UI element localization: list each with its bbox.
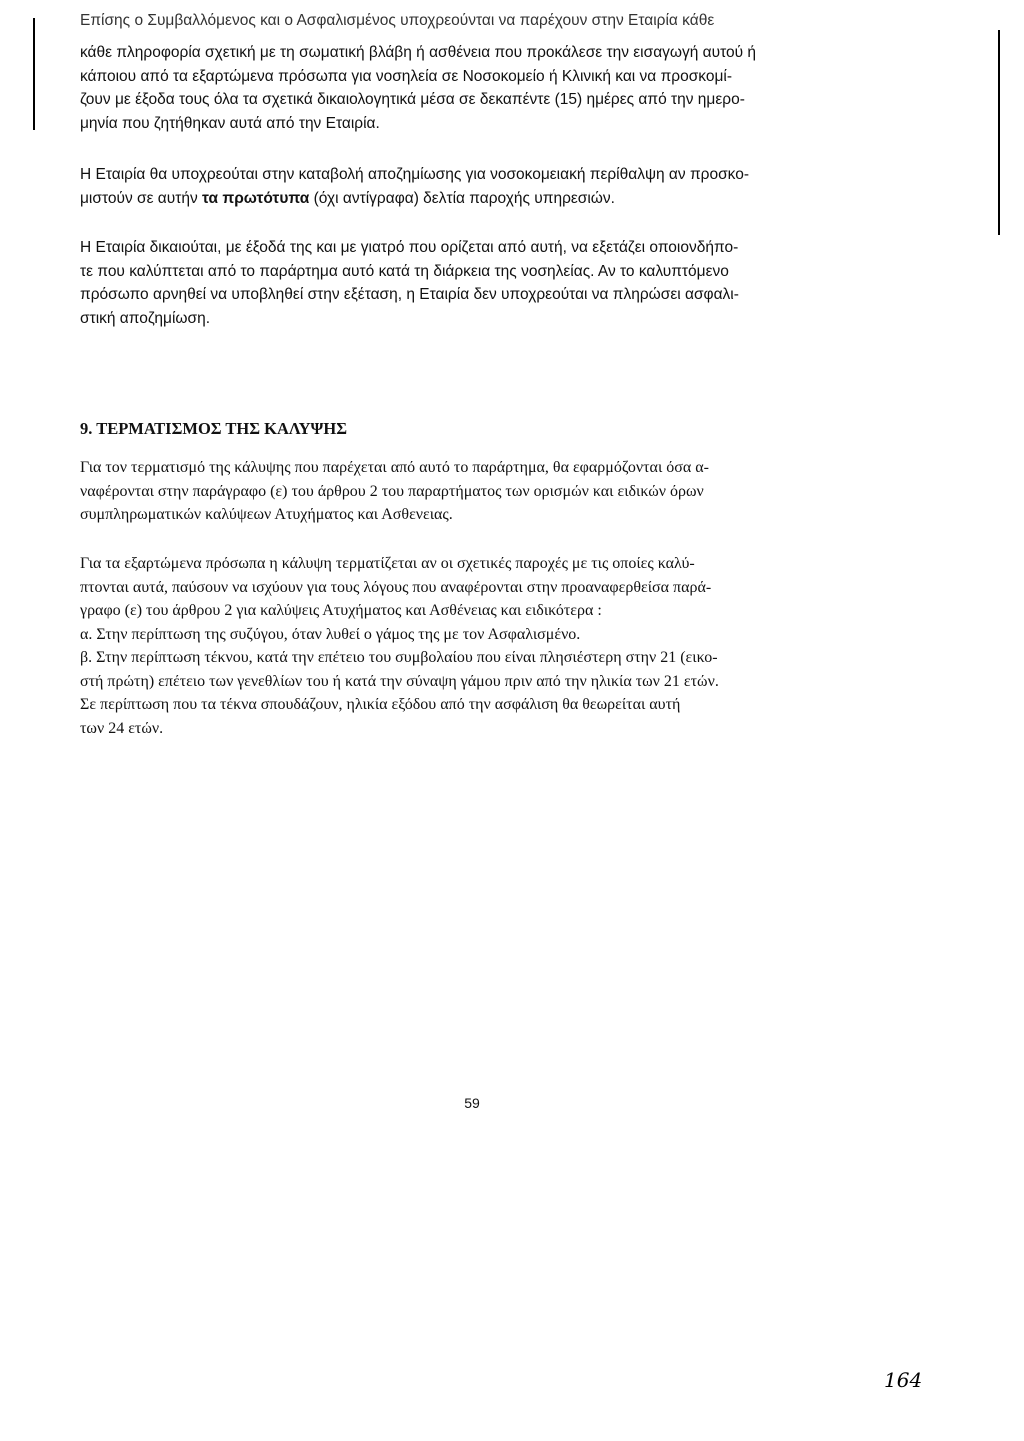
- text-line: ναφέρονται στην παράγραφο (ε) του άρθρου 2 του παραρτήματος των ορισμών και ειδικών όρων: [80, 482, 704, 500]
- text-line: μηνία που ζητήθηκαν αυτά από την Εταιρία.: [80, 114, 380, 132]
- paragraph-dependants-termination: [80, 552, 940, 740]
- text-line: γραφο (ε) του άρθρου 2 για καλύψεις Ατυχήματος και Ασθένειας και ειδικότερα :: [80, 602, 602, 619]
- bold-originals-text: τα πρωτότυπα: [202, 189, 310, 207]
- text-line: στική αποζημίωση.: [80, 309, 211, 327]
- page-number: 59: [464, 1095, 480, 1111]
- text-line: Η Εταιρία θα υποχρεούται στην καταβολή αποζημίωσης για νοσοκομειακή περίθαλψη αν προσκο-: [80, 166, 749, 183]
- list-item-child: β. Στην περίπτωση τέκνου, κατά την επέτειο του συμβολαίου που είναι πλησιέστερη στην 21 (εικο-: [80, 649, 718, 666]
- text-line: πρόσωπο αρνηθεί να υποβληθεί στην εξέταση, η Εταιρία δεν υποχρεούται να πληρώσει ασφαλι-: [80, 286, 739, 303]
- paragraph-original-receipts: [80, 163, 940, 210]
- text-segment: μιστούν σε αυτήν: [80, 189, 203, 207]
- scan-margin-line-right: [998, 30, 1000, 235]
- text-line: Για τον τερματισμό της κάλυψης που παρέχεται από αυτό το παράρτημα, θα εφαρμόζονται όσα α-: [80, 459, 709, 476]
- list-item-spouse: α. Στην περίπτωση της συζύγου, όταν λυθεί ο γάμος της με τον Ασφαλισμένο.: [80, 625, 581, 643]
- text-line: κάποιου από τα εξαρτώμενα πρόσωπα για νοσηλεία σε Νοσοκομείο ή Κλινική και να προσκομί-: [80, 67, 732, 85]
- scan-margin-line-left: [33, 18, 35, 130]
- paragraph-termination: [80, 456, 940, 527]
- partial-top-line-container: [80, 0, 940, 30]
- text-line: συμπληρωματικών καλύψεων Ατυχήματος και Ασθενειας.: [80, 506, 453, 523]
- text-line: πτονται αυτά, παύσουν να ισχύουν για τους λόγους που αναφέρονται στην προαναφερθείσα παρά-: [80, 578, 712, 596]
- section-heading: 9. ΤΕΡΜΑΤΙΣΜΟΣ ΤΗΣ ΚΑΛΥΨΗΣ: [80, 419, 348, 438]
- text-line: στή πρώτη) επέτειο των γενεθλίων του ή κατά την σύναψη γάμου πριν από την ηλικία των 21 ετών.: [80, 672, 719, 690]
- text-line: Η Εταιρία δικαιούται, με έξοδά της και με γιατρό που ορίζεται από αυτή, να εξετάζει οποιονδήπο-: [80, 239, 739, 256]
- partial-top-line: Επίσης ο Συμβαλλόμενος και ο Ασφαλισμένος υποχρεούνται να παρέχουν στην Εταιρία κάθε: [80, 12, 715, 29]
- paragraph-hospital-documents: [80, 41, 940, 135]
- text-line: τε που καλύπτεται από το παράρτημα αυτό κατά τη διάρκεια της νοσηλείας. Αν το καλυπτόμενο: [80, 262, 729, 280]
- paragraph-medical-examination: [80, 236, 940, 330]
- text-segment: (όχι αντίγραφα) δελτία παροχής υπηρεσιών.: [309, 189, 615, 207]
- text-line: [80, 187, 940, 211]
- text-line: Για τα εξαρτώμενα πρόσωπα η κάλυψη τερματίζεται αν οι σχετικές παροχές με τις οποίες καλύ-: [80, 555, 695, 572]
- text-line: των 24 ετών.: [80, 719, 164, 737]
- text-line: κάθε πληροφορία σχετική με τη σωματική βλάβη ή ασθένεια που προκάλεσε την εισαγωγή αυτού ή: [80, 44, 757, 61]
- handwritten-page-number: 164: [884, 1368, 923, 1392]
- text-line: Σε περίπτωση που τα τέκνα σπουδάζουν, ηλικία εξόδου από την ασφάλιση θα θεωρείται αυτή: [80, 696, 681, 713]
- text-line: ζουν με έξοδα τους όλα τα σχετικά δικαιολογητικά μέσα σε δεκαπέντε (15) ημέρες από την ημερο-: [80, 91, 745, 108]
